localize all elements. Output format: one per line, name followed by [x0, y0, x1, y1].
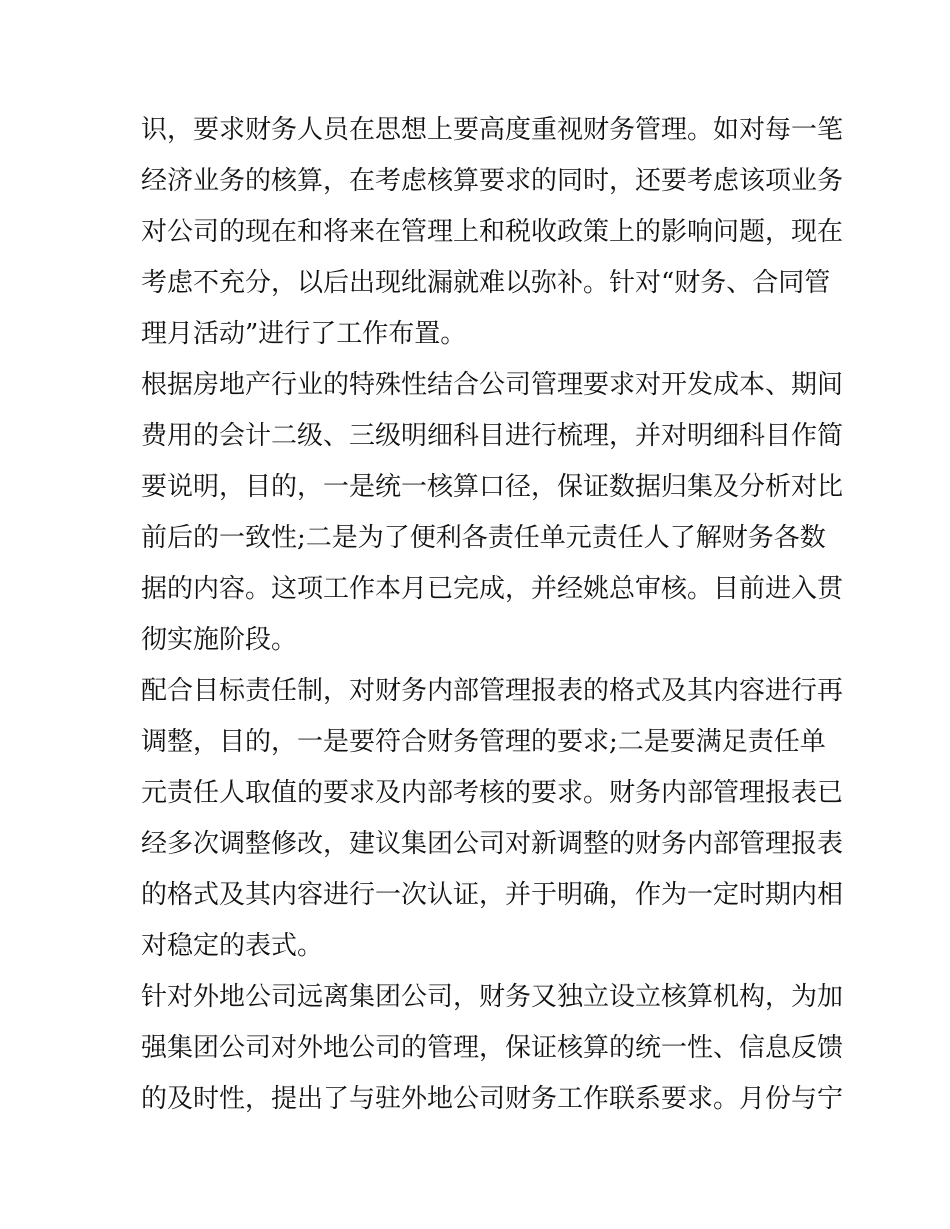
text-line: 调整，目的，一是要符合财务管理的要求;二是要满足责任单: [141, 727, 826, 757]
paragraph-1: [141, 108, 844, 363]
text-line: 彻实施阶段。: [141, 625, 298, 655]
text-line: 要说明，目的，一是统一核算口径，保证数据归集及分析对比: [141, 472, 844, 502]
text-line: 经济业务的核算，在考虑核算要求的同时，还要考虑该项业务: [141, 166, 844, 196]
text-line: 的格式及其内容进行一次认证，并于明确，作为一定时期内相: [141, 880, 844, 910]
text-line: 针对外地公司远离集团公司，财务又独立设立核算机构，为加: [141, 982, 844, 1012]
paragraph-3: [141, 669, 844, 975]
text-line: 据的内容。这项工作本月已完成，并经姚总审核。目前进入贯: [141, 574, 844, 604]
text-line: 对公司的现在和将来在管理上和税收政策上的影响问题，现在: [141, 217, 844, 247]
text-line: 强集团公司对外地公司的管理，保证核算的统一性、信息反馈: [141, 1033, 844, 1063]
text-line: 元责任人取值的要求及内部考核的要求。财务内部管理报表已: [141, 778, 844, 808]
text-line: 前后的一致性;二是为了便利各责任单元责任人了解财务各数: [141, 523, 826, 553]
text-line: 根据房地产行业的特殊性结合公司管理要求对开发成本、期间: [141, 370, 844, 400]
text-line: 理月活动”进行了工作布置。: [141, 319, 467, 349]
text-line: 配合目标责任制，对财务内部管理报表的格式及其内容进行再: [141, 676, 844, 706]
paragraph-2: [141, 363, 844, 669]
text-line: 考虑不充分，以后出现纰漏就难以弥补。针对“财务、合同管: [141, 268, 831, 298]
paragraph-4: [141, 975, 844, 1128]
text-line: 识，要求财务人员在思想上要高度重视财务管理。如对每一笔: [141, 115, 844, 145]
text-line: 的及时性，提出了与驻外地公司财务工作联系要求。月份与宁: [141, 1084, 844, 1114]
document-body: [141, 108, 844, 1128]
text-line: 对稳定的表式。: [141, 931, 324, 961]
text-line: 经多次调整修改，建议集团公司对新调整的财务内部管理报表: [141, 829, 844, 859]
text-line: 费用的会计二级、三级明细科目进行梳理，并对明细科目作简: [141, 421, 844, 451]
